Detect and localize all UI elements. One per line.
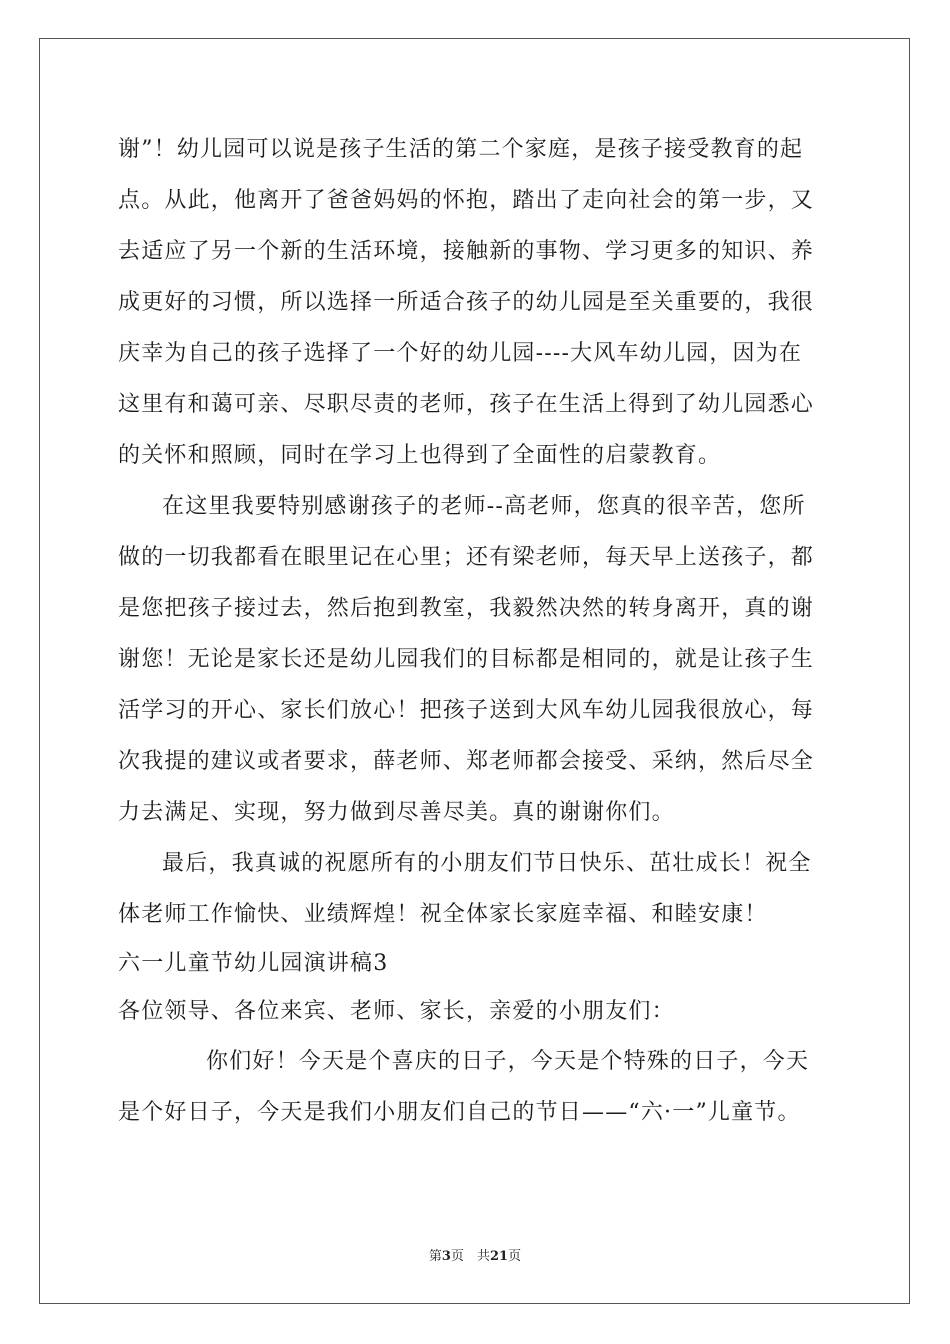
text-line: 你们好！今天是个喜庆的日子，今天是个特殊的日子，今天	[206, 1049, 810, 1074]
text-line: 力去满足、实现，努力做到尽善尽美。真的谢谢你们。	[118, 800, 675, 825]
document-body	[118, 124, 838, 1138]
page-label-suffix: 页	[508, 1249, 522, 1264]
text-line: 在这里我要特别感谢孩子的老师--高老师，您真的很辛苦，您所	[162, 494, 806, 519]
current-page-number: 3	[441, 1249, 451, 1264]
text-line: 点。从此，他离开了爸爸妈妈的怀抱，踏出了走向社会的第一步，又	[118, 188, 815, 213]
text-line: 是个好日子，今天是我们小朋友们自己的节日——“六·一”儿童节。	[118, 1100, 801, 1125]
text-line: 庆幸为自己的孩子选择了一个好的幼儿园----大风车幼儿园，因为在	[118, 341, 803, 366]
text-line: 谢您！无论是家长还是幼儿园我们的目标都是相同的，就是让孩子生	[118, 647, 815, 672]
text-line: 是您把孩子接过去，然后抱到教室，我毅然决然的转身离开，真的谢	[118, 596, 815, 621]
page-footer	[0, 1245, 950, 1264]
text-line: 体老师工作愉快、业绩辉煌！祝全体家长家庭幸福、和睦安康！	[118, 902, 768, 927]
text-line: 活学习的开心、家长们放心！把孩子送到大风车幼儿园我很放心，每	[118, 698, 815, 723]
section-heading: 六一儿童节幼儿园演讲稿3	[118, 951, 389, 976]
text-line: 做的一切我都看在眼里记在心里；还有梁老师，每天早上送孩子，都	[118, 545, 815, 570]
text-line: 成更好的习惯，所以选择一所适合孩子的幼儿园是至关重要的，我很	[118, 290, 815, 315]
text-line: 次我提的建议或者要求，薛老师、郑老师都会接受、采纳，然后尽全	[118, 749, 815, 774]
text-line: 去适应了另一个新的生活环境，接触新的事物、学习更多的知识、养	[118, 239, 815, 264]
text-line: 的关怀和照顾，同时在学习上也得到了全面性的启蒙教育。	[118, 443, 722, 468]
text-line: 这里有和蔼可亲、尽职尽责的老师，孩子在生活上得到了幼儿园悉心	[118, 392, 815, 417]
total-pages-number: 21	[489, 1249, 509, 1264]
text-line: 最后，我真诚的祝愿所有的小朋友们节日快乐、茁壮成长！祝全	[162, 851, 812, 876]
text-line: 谢”！幼儿园可以说是孩子生活的第二个家庭，是孩子接受教育的起	[118, 137, 804, 162]
salutation-line: 各位领导、各位来宾、老师、家长，亲爱的小朋友们：	[118, 999, 675, 1024]
page-label-mid: 页 共	[450, 1249, 490, 1264]
page-label-prefix: 第	[428, 1249, 442, 1264]
